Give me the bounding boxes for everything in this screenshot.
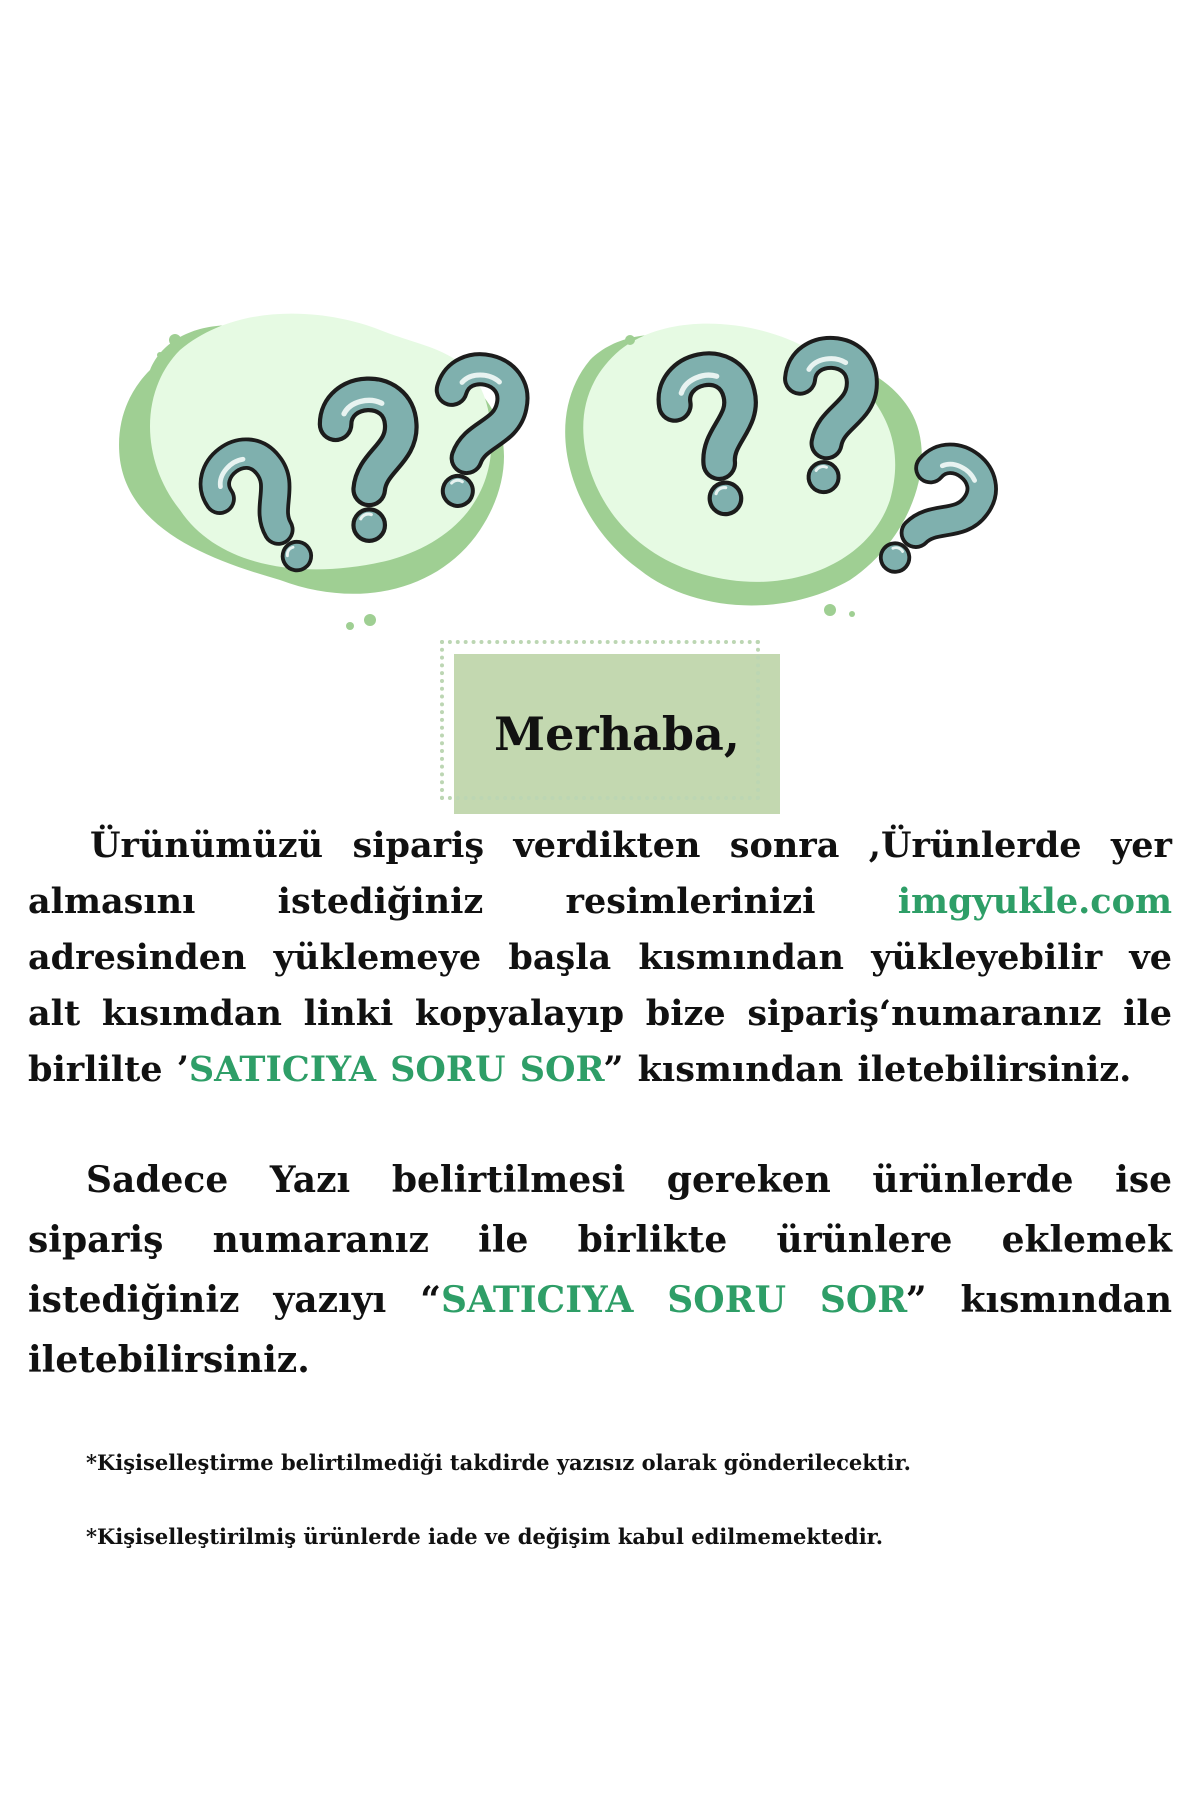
footnote-no-returns: *Kişiselleştirilmiş ürünlerde iade ve değişim kabul edilmemektedir.	[86, 1524, 884, 1549]
imgyukle-link[interactable]: imgyukle.com	[897, 881, 1172, 922]
left-blob	[119, 314, 504, 630]
greeting-heading: Merhaba,	[494, 707, 740, 761]
question-marks-illustration	[110, 310, 1050, 650]
instructions-paragraph-image-upload	[28, 818, 1172, 1098]
footnote-personalization: *Kişiselleştirme belirtilmediği takdirde yazısız olarak gönderilecektir.	[86, 1450, 911, 1475]
paragraph1-text-end: ” kısmından iletebilirsiniz.	[603, 1049, 1132, 1090]
paragraph1-text-middle: adresinden yüklemeye başla kısmından yükleyebilir ve alt kısımdan linki kopyalayıp bize sipariş‘numaranız ile birlilte ’	[28, 937, 1172, 1090]
paragraph1-text-start: Ürünümüzü sipariş verdikten sonra ,Ürünlerde yer almasını istediğiniz resimlerinizi	[28, 825, 1172, 922]
paragraph2-text-start: Sadece Yazı belirtilmesi gereken ürünlerde ise sipariş numaranız ile birlikte ürünlere eklemek istediğiniz yazıyı “	[28, 1159, 1172, 1321]
instructions-paragraph-text-only	[28, 1150, 1172, 1390]
seller-question-highlight: SATICIYA SORU SOR	[188, 1049, 604, 1090]
paragraph2-text-end: ” kısmından iletebilirsiniz.	[28, 1279, 1172, 1381]
greeting-box	[440, 640, 780, 815]
seller-question-highlight: SATICIYA SORU SOR	[440, 1279, 906, 1321]
